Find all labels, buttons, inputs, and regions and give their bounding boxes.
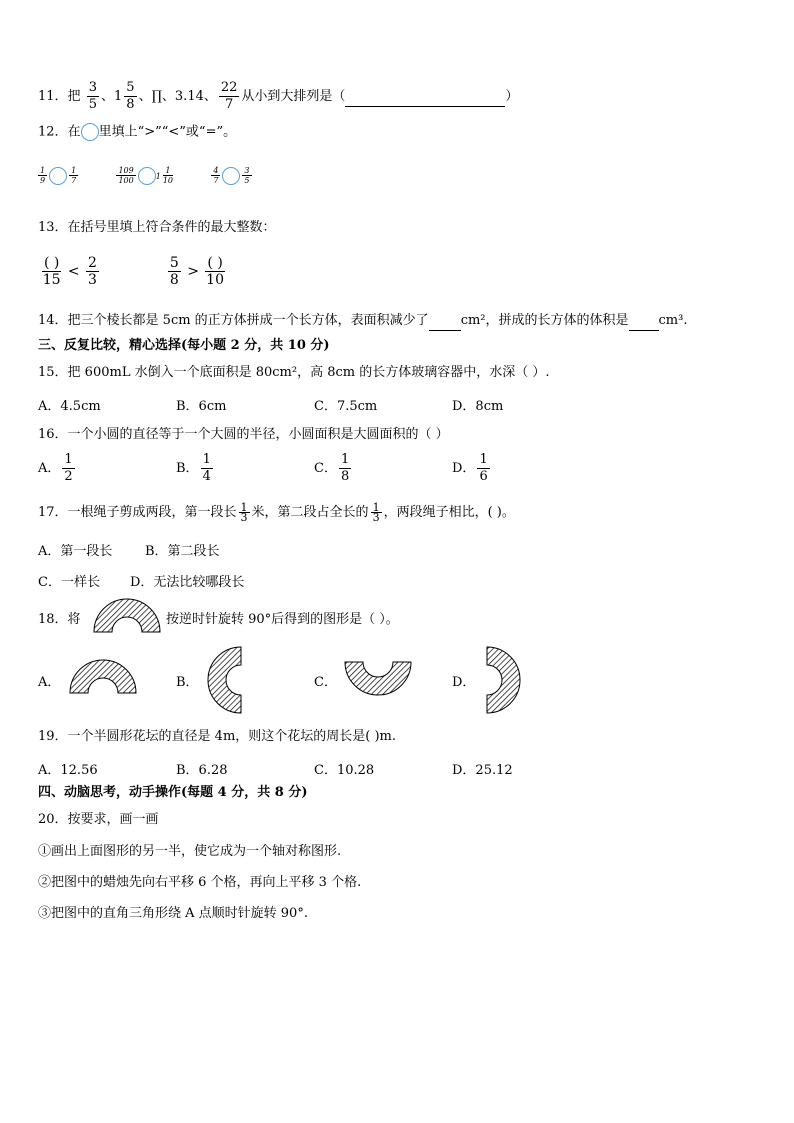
fraction-1-7: $\frac{1}{7}$ <box>71 166 77 185</box>
fraction-2-3: $\frac{2}{3}$ <box>88 255 97 288</box>
mixed-whole: 1 <box>155 172 161 181</box>
q12-number: 12． <box>38 124 68 140</box>
compare-circle-icon <box>81 123 99 141</box>
q20-step-2: ②把图中的蜡烛先向右平移 6 个格，再向上平移 3 个格. <box>38 875 362 890</box>
q17-text-a: 17．一根绳子剪成两段，第一段长 <box>38 505 237 520</box>
q18-option-c[interactable]: C． <box>314 675 337 690</box>
semicircle-ring-up-option-icon[interactable] <box>68 657 138 695</box>
q17-text-b: 米，第二段占全长的 <box>251 505 369 520</box>
q17-text-c: ，两段绳子相比，( )。 <box>383 505 515 520</box>
fraction-1-3: $\frac{1}{3}$ <box>240 501 248 524</box>
question-17 <box>38 503 515 522</box>
semicircle-ring-right-icon[interactable] <box>485 645 523 715</box>
q18-option-b[interactable]: B． <box>176 675 199 690</box>
q12-items <box>36 166 254 186</box>
q11-mid: 、∏、3.14、 <box>138 89 217 104</box>
semicircle-ring-left-icon[interactable] <box>205 645 243 715</box>
q15-option-b[interactable]: B．6cm <box>176 399 227 414</box>
fraction-1-9: $\frac{1}{9}$ <box>40 166 46 185</box>
question-16: 16．一个小圆的直径等于一个大圆的半径，小圆面积是大圆面积的（ ） <box>38 427 449 442</box>
expr1-left-fraction: $\frac{( )}{15}$ <box>42 255 61 288</box>
q14-text-a: 14．把三个棱长都是 5cm 的正方体拼成一个长方体，表面积减少了 <box>38 313 429 328</box>
section-3-heading: 三、反复比较，精心选择(每小题 2 分，共 10 分) <box>38 338 330 353</box>
compare-circle-3[interactable] <box>222 167 240 185</box>
q17-option-a[interactable]: A．第一段长 <box>38 544 113 559</box>
q19-option-c[interactable]: C．10.28 <box>314 763 375 778</box>
question-20: 20．按要求，画一画 <box>38 812 159 827</box>
q15-option-d[interactable]: D．8cm <box>452 399 504 414</box>
q12-post: 里填上“>”“<”或“=”。 <box>98 124 237 140</box>
q19-option-b[interactable]: B．6.28 <box>176 763 228 778</box>
fraction-109-100: $\frac{109}{100}$ <box>118 166 134 185</box>
q11-pre: 把 <box>67 89 81 104</box>
q18-option-d[interactable]: D． <box>452 675 476 690</box>
fraction-3-5: $\frac{3}{5}$ <box>88 80 97 112</box>
compare-circle-2[interactable] <box>138 167 156 185</box>
q11-sep: 、 <box>100 89 114 104</box>
expr2-right-fraction: $\frac{( )}{10}$ <box>206 255 224 288</box>
section-4-heading: 四、动脑思考，动手操作(每题 4 分，共 8 分) <box>38 785 308 800</box>
q14-text-c: cm³. <box>658 313 688 328</box>
q18-option-a[interactable]: A． <box>38 675 61 690</box>
q17-option-b[interactable]: B．第二段长 <box>145 544 220 559</box>
q11-mixed-whole: 1 <box>114 89 123 104</box>
q14-text-b: cm²，拼成的长方体的体积是 <box>460 313 629 328</box>
q12-pre: 在 <box>67 124 81 140</box>
fraction-4-7: $\frac{4}{7}$ <box>213 166 219 185</box>
fraction-22-7: $\frac{22}{7}$ <box>220 80 238 112</box>
q16-option-c[interactable]: C． $\frac{1}{8}$ <box>314 452 350 484</box>
q18-pre: 18．将 <box>38 612 81 627</box>
compare-circle-1[interactable] <box>49 167 67 185</box>
q13-expressions <box>40 255 227 288</box>
question-11 <box>38 80 518 113</box>
fraction-5-8: $\frac{5}{8}$ <box>126 80 135 112</box>
q16-option-a[interactable]: A． $\frac{1}{2}$ <box>38 452 73 484</box>
q11-close: ） <box>505 89 519 104</box>
q15-option-c[interactable]: C．7.5cm <box>314 399 378 414</box>
volume-blank[interactable] <box>629 312 659 331</box>
fraction-5-8-b: $\frac{5}{8}$ <box>169 255 179 288</box>
q15-option-a[interactable]: A．4.5cm <box>38 399 101 414</box>
fraction-1-10: $\frac{1}{10}$ <box>162 166 174 185</box>
greater-than-sign: > <box>187 263 199 280</box>
answer-blank[interactable] <box>345 88 505 107</box>
q20-step-3: ③把图中的直角三角形绕 A 点顺时针旋转 90°. <box>38 906 308 921</box>
fraction-3-5-small: $\frac{3}{5}$ <box>244 166 250 185</box>
question-19: 19．一个半圆形花坛的直径是 4m，则这个花坛的周长是( )m. <box>38 729 397 744</box>
question-15: 15．把 600mL 水倒入一个底面积是 80cm²，高 8cm 的长方体玻璃容器中，水深（ ）. <box>38 365 550 380</box>
area-blank[interactable] <box>429 312 461 331</box>
q16-option-b[interactable]: B． $\frac{1}{4}$ <box>176 452 211 484</box>
q17-option-c[interactable]: C．一样长 <box>38 575 100 590</box>
question-12 <box>38 123 236 142</box>
q11-number: 11． <box>38 89 68 104</box>
q18-post: 按逆时针旋转 90°后得到的图形是（ ）。 <box>166 612 399 627</box>
semicircle-ring-up-icon <box>92 596 162 634</box>
question-13: 13．在括号里填上符合条件的最大整数： <box>38 220 276 235</box>
semicircle-ring-down-icon[interactable] <box>343 660 413 698</box>
q19-option-d[interactable]: D．25.12 <box>452 763 513 778</box>
q11-post: 从小到大排列是（ <box>241 89 346 104</box>
question-14 <box>38 312 687 331</box>
less-than-sign: < <box>67 263 80 280</box>
q16-option-d[interactable]: D． $\frac{1}{6}$ <box>452 452 488 484</box>
q17-option-d[interactable]: D．无法比较哪段长 <box>130 575 245 590</box>
q20-step-1: ①画出上面图形的另一半，使它成为一个轴对称图形. <box>38 844 342 859</box>
fraction-1-3-b: $\frac{1}{3}$ <box>372 501 380 524</box>
q19-option-a[interactable]: A．12.56 <box>38 763 98 778</box>
